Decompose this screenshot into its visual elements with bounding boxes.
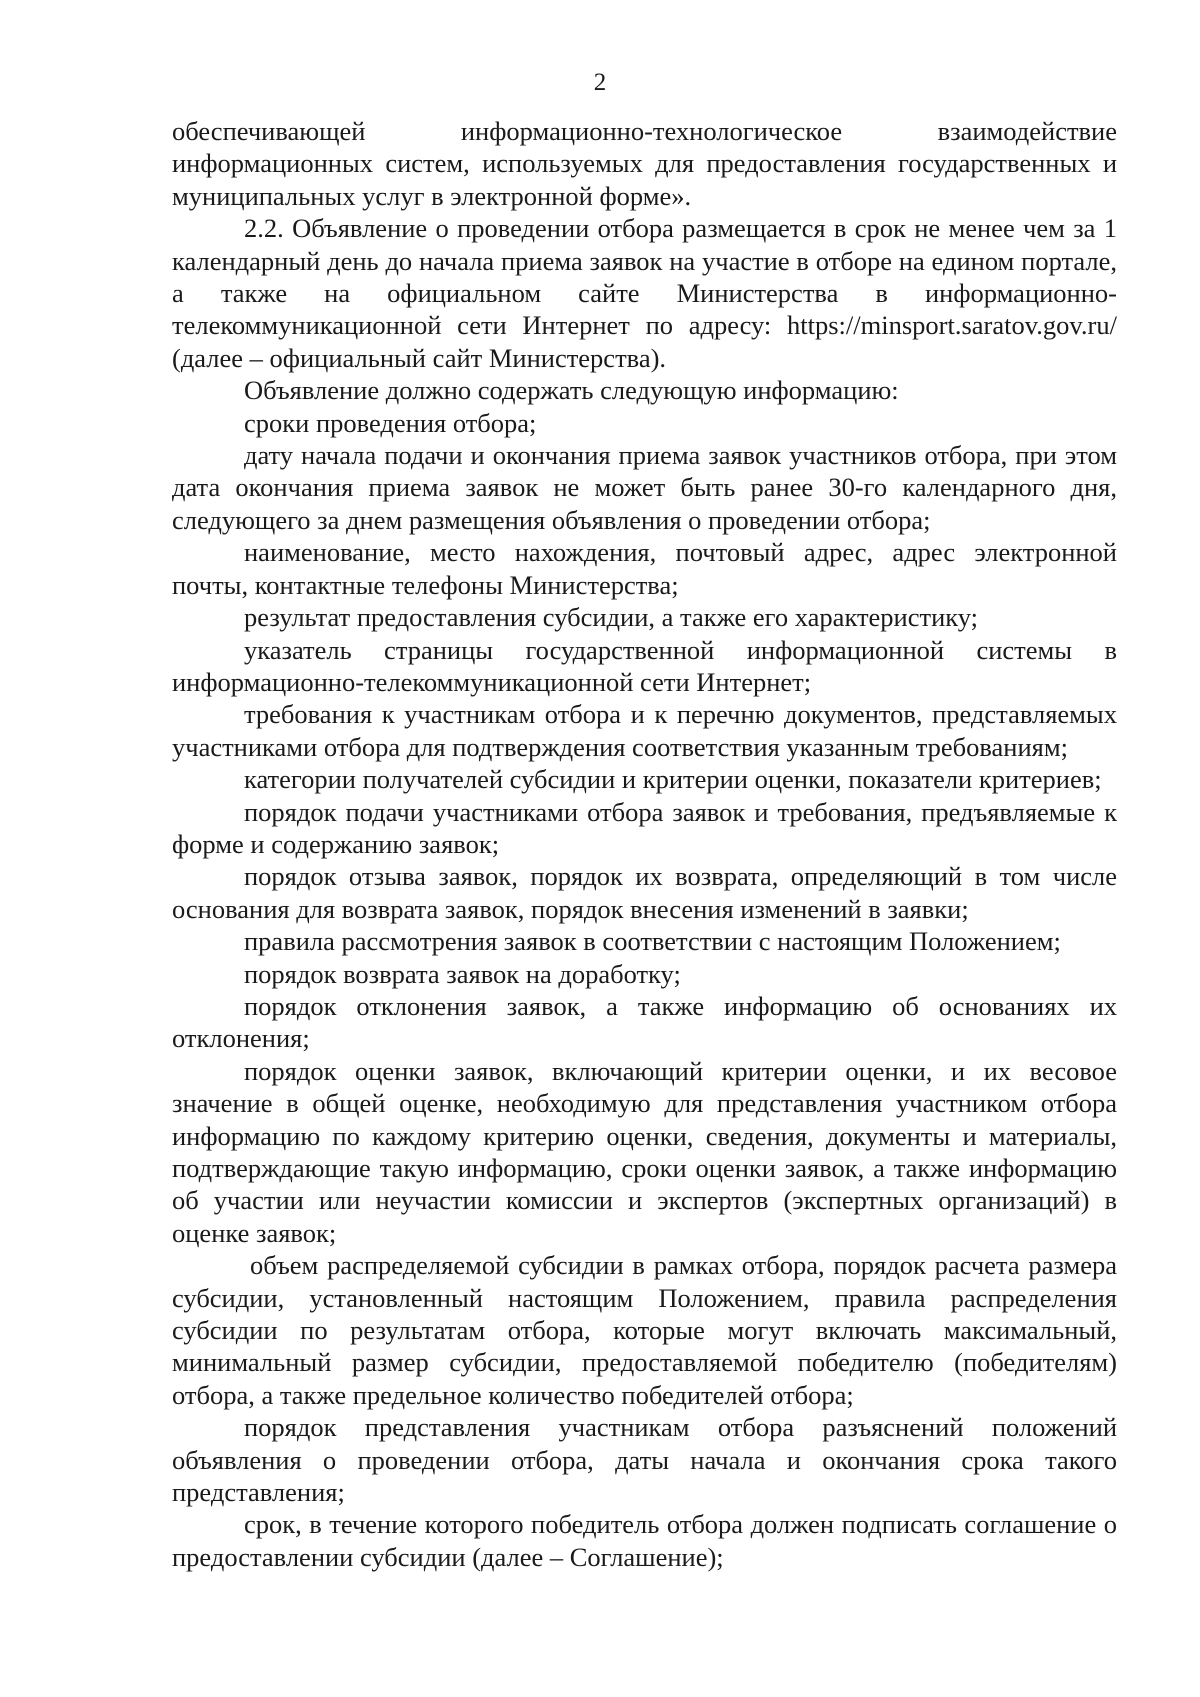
paragraph: порядок представления участникам отбора разъяснений положений объявления о проведении отбора, даты начала и окончания срока такого представления; bbox=[172, 1412, 1117, 1508]
page-number: 2 bbox=[593, 69, 607, 96]
paragraph: категории получателей субсидии и критерии оценки, показатели критериев; bbox=[244, 764, 1102, 795]
paragraph: правила рассмотрения заявок в соответствии с настоящим Положением; bbox=[244, 926, 1061, 957]
paragraph: требования к участникам отбора и к перечню документов, представляемых участниками отбора для подтверждения соответствия указанным требованиям; bbox=[172, 699, 1117, 762]
paragraph: указатель страницы государственной информационной системы в информационно-телекоммуникационной сети Интернет; bbox=[172, 634, 1117, 697]
paragraph: порядок отклонения заявок, а также информацию об основаниях их отклонения; bbox=[172, 990, 1117, 1054]
paragraph: дату начала подачи и окончания приема заявок участников отбора, при этом дата окончания приема заявок не может быть ранее 30-го календарного дня, следующего за днем размещения объявления о проведении отбора; bbox=[172, 440, 1117, 535]
paragraph: 2.2. Объявление о проведении отбора размещается в срок не менее чем за 1 календарный день до начала приема заявок на участие в отборе на едином портале, а также на официальном сайте Министерства в информационно-телекоммуникационной сети Интернет по адресу: https://minsport.saratov.gov.ru/ (далее – официальный сайт Министерства). bbox=[172, 213, 1117, 373]
paragraph: порядок возврата заявок на доработку; bbox=[244, 958, 681, 989]
paragraph: срок, в течение которого победитель отбора должен подписать соглашение о предоставлении субсидии (далее – Соглашение); bbox=[172, 1509, 1117, 1572]
paragraph: порядок отзыва заявок, порядок их возврата, определяющий в том числе основания для возврата заявок, порядок внесения изменений в заявки; bbox=[172, 861, 1117, 924]
paragraph: Объявление должно содержать следующую информацию: bbox=[244, 375, 899, 406]
paragraph: наименование, место нахождения, почтовый адрес, адрес электронной почты, контактные телефоны Министерства; bbox=[172, 537, 1117, 600]
paragraph: объем распределяемой субсидии в рамках отбора, порядок расчета размера субсидии, установленный настоящим Положением, правила распределения субсидии по результатам отбора, которые могут включать максимальный, минимальный размер субсидии, предоставляемой победителю (победителям) отбора, а также предельное количество победителей отбора; bbox=[172, 1250, 1117, 1410]
document-body bbox=[172, 115, 1117, 1573]
paragraph: сроки проведения отбора; bbox=[244, 407, 537, 438]
paragraph: обеспечивающей информационно-технологическое взаимодействие информационных систем, используемых для предоставления государственных и муниципальных услуг в электронной форме». bbox=[172, 116, 1117, 211]
paragraph: порядок подачи участниками отбора заявок и требования, предъявляемые к форме и содержанию заявок; bbox=[172, 796, 1117, 859]
paragraph: результат предоставления субсидии, а также его характеристику; bbox=[244, 602, 979, 633]
paragraph: порядок оценки заявок, включающий критерии оценки, и их весовое значение в общей оценке, необходимую для представления участником отбора информацию по каждому критерию оценки, сведения, документы и материалы, подтверждающие такую информацию, сроки оценки заявок, а также информацию об участии или неучастии комиссии и экспертов (экспертных организаций) в оценке заявок; bbox=[172, 1055, 1117, 1248]
